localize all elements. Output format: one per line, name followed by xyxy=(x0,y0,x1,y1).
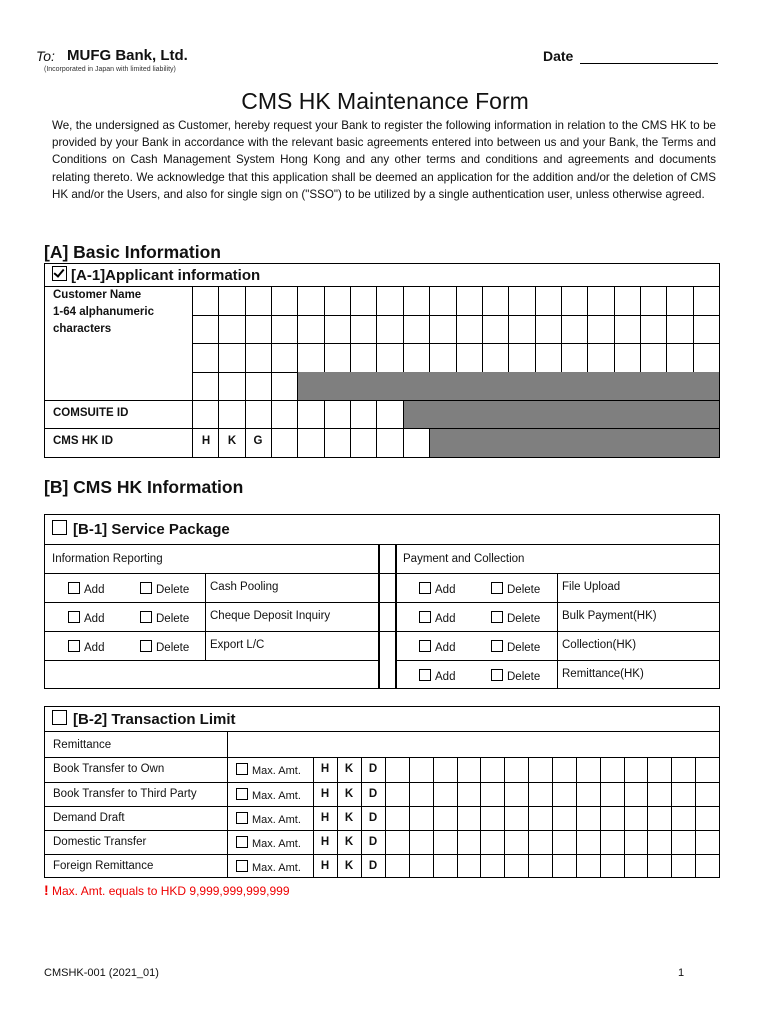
customer-name-note: 1-64 alphanumeric xyxy=(53,306,154,318)
hkd-letter: D xyxy=(368,812,378,824)
add-checkbox-icon[interactable] xyxy=(419,582,431,594)
limit-cell-line[interactable] xyxy=(480,830,481,854)
limit-cell-line[interactable] xyxy=(719,757,720,782)
limit-cell-line[interactable] xyxy=(528,830,529,854)
delete-option[interactable] xyxy=(491,582,540,596)
limit-cell-line[interactable] xyxy=(600,757,601,782)
add-option[interactable] xyxy=(68,640,104,654)
grid-cell-line[interactable] xyxy=(403,343,404,372)
cmshk-prefix-k: K xyxy=(227,435,237,447)
limit-cell-line[interactable] xyxy=(385,782,386,806)
add-label: Add xyxy=(84,584,105,596)
limit-cell-line[interactable] xyxy=(337,782,338,806)
delete-option[interactable] xyxy=(491,640,540,654)
limit-cell-line[interactable] xyxy=(409,782,410,806)
limit-cell-line[interactable] xyxy=(647,854,648,878)
limit-cell-line[interactable] xyxy=(528,782,529,806)
grid-cell-line[interactable] xyxy=(640,287,641,315)
limit-cell-line[interactable] xyxy=(504,854,505,878)
limit-cell-line[interactable] xyxy=(552,806,553,830)
limit-cell-line[interactable] xyxy=(457,854,458,878)
limit-row-line xyxy=(44,854,720,855)
add-option[interactable] xyxy=(419,669,455,683)
grid-cell-line[interactable] xyxy=(245,372,246,400)
add-checkbox-icon[interactable] xyxy=(419,640,431,652)
service-name: Remittance(HK) xyxy=(562,668,644,680)
grid-cell-line[interactable] xyxy=(693,343,694,372)
limit-cell-line[interactable] xyxy=(600,806,601,830)
limit-row-label: Book Transfer to Own xyxy=(53,763,165,775)
limit-cell-line[interactable] xyxy=(719,782,720,806)
limit-cell-line[interactable] xyxy=(361,830,362,854)
limit-cell-line[interactable] xyxy=(313,854,314,878)
grid-cell-line[interactable] xyxy=(535,315,536,343)
add-label: Add xyxy=(435,584,456,596)
grid-cell-line[interactable] xyxy=(218,287,219,315)
limit-cell-line[interactable] xyxy=(552,757,553,782)
limit-cell-line[interactable] xyxy=(385,806,386,830)
grid-cell-line[interactable] xyxy=(271,343,272,372)
max-amt-option[interactable] xyxy=(236,860,301,874)
grid-cell-line[interactable] xyxy=(350,343,351,372)
grid-cell-line[interactable] xyxy=(324,315,325,343)
b2-title: [B-2] Transaction Limit xyxy=(73,711,236,728)
limit-cell-line[interactable] xyxy=(457,806,458,830)
limit-cell-line[interactable] xyxy=(480,782,481,806)
max-amt-option[interactable] xyxy=(236,763,301,777)
grid-cell-line[interactable] xyxy=(693,315,694,343)
grid-cell-line[interactable] xyxy=(324,428,325,457)
grid-cell-line[interactable] xyxy=(403,315,404,343)
limit-row-line xyxy=(44,782,720,783)
hkd-letter: H xyxy=(320,860,330,872)
limit-cell-line[interactable] xyxy=(480,757,481,782)
delete-checkbox-icon[interactable] xyxy=(140,611,152,623)
limit-row-label: Book Transfer to Third Party xyxy=(53,788,197,800)
grid-cell-line[interactable] xyxy=(350,287,351,315)
grid-cell-line[interactable] xyxy=(666,343,667,372)
limit-cell-line[interactable] xyxy=(671,830,672,854)
date-label: Date xyxy=(543,48,574,64)
delete-option[interactable] xyxy=(140,582,189,596)
grid-cell-line[interactable] xyxy=(614,343,615,372)
grid-cell-line[interactable] xyxy=(429,315,430,343)
grid-cell-line[interactable] xyxy=(429,287,430,315)
grid-cell-line[interactable] xyxy=(297,315,298,343)
comsuite-id-label: COMSUITE ID xyxy=(53,407,129,419)
grid-cell-line[interactable] xyxy=(297,343,298,372)
limit-cell-line[interactable] xyxy=(457,782,458,806)
grid-cell-line[interactable] xyxy=(482,287,483,315)
limit-row-label: Foreign Remittance xyxy=(53,860,154,872)
delete-option[interactable] xyxy=(140,611,189,625)
service-name: Cash Pooling xyxy=(210,581,279,593)
hkd-letter: D xyxy=(368,836,378,848)
limit-cell-line[interactable] xyxy=(576,854,577,878)
limit-cell-line[interactable] xyxy=(433,830,434,854)
limit-cell-line[interactable] xyxy=(695,854,696,878)
grid-cell-line[interactable] xyxy=(245,315,246,343)
hkd-letter: D xyxy=(368,763,378,775)
limit-cell-line[interactable] xyxy=(552,782,553,806)
limit-cell-line[interactable] xyxy=(385,854,386,878)
max-amt-label: Max. Amt. xyxy=(252,765,301,777)
max-amt-checkbox-icon[interactable] xyxy=(236,860,248,872)
page-title: CMS HK Maintenance Form xyxy=(241,88,529,114)
grid-cell-line[interactable] xyxy=(271,315,272,343)
limit-cell-line[interactable] xyxy=(385,830,386,854)
limit-cell-line[interactable] xyxy=(600,854,601,878)
delete-checkbox-icon[interactable] xyxy=(491,611,503,623)
comsuite-shaded xyxy=(404,401,719,428)
customer-name-note-2: characters xyxy=(53,323,112,335)
name-grid-shaded xyxy=(298,372,719,400)
limit-cell-line[interactable] xyxy=(647,806,648,830)
limit-cell-line[interactable] xyxy=(695,806,696,830)
a1-header xyxy=(52,266,260,284)
hkd-letter: K xyxy=(344,836,354,848)
bank-name: MUFG Bank, Ltd. xyxy=(67,47,188,64)
limit-cell-line[interactable] xyxy=(624,757,625,782)
warning-note xyxy=(44,882,290,898)
limit-cell-line[interactable] xyxy=(504,806,505,830)
checked-checkbox-icon[interactable] xyxy=(52,266,67,281)
limit-cell-line[interactable] xyxy=(695,830,696,854)
max-amt-option[interactable] xyxy=(236,788,301,802)
delete-option[interactable] xyxy=(491,611,540,625)
max-amt-option[interactable] xyxy=(236,836,301,850)
limit-cell-line[interactable] xyxy=(480,854,481,878)
limit-cell-line[interactable] xyxy=(313,830,314,854)
limit-cell-line[interactable] xyxy=(695,757,696,782)
add-label: Add xyxy=(435,613,456,625)
grid-cell-line[interactable] xyxy=(482,343,483,372)
grid-cell-line[interactable] xyxy=(271,428,272,457)
intro-paragraph: We, the undersigned as Customer, hereby request your Bank to register the following information in relation to the CMS HK to be provided by your Bank in accordance with the relevant basic agreements entered into between us and your Bank, the Terms and Conditions on Cash Management System Hong Kong and any other terms and conditions and agreements and documents relating thereto. We acknowledge that this application shall be deemed an application for the addition and/or the deletion of CMS HK and/or the Users, and also for single sign on ("SSO") to be utilized by a single authentication user, unless otherwise agreed. xyxy=(52,119,716,201)
transaction-limit-checkbox[interactable] xyxy=(52,710,67,725)
grid-cell-line[interactable] xyxy=(245,343,246,372)
delete-checkbox-icon[interactable] xyxy=(140,582,152,594)
delete-label: Delete xyxy=(156,613,190,625)
grid-cell-line[interactable] xyxy=(508,287,509,315)
max-amt-checkbox-icon[interactable] xyxy=(236,763,248,775)
limit-cell-line[interactable] xyxy=(313,806,314,830)
grid-cell-line[interactable] xyxy=(561,343,562,372)
limit-cell-line[interactable] xyxy=(409,806,410,830)
grid-cell-line[interactable] xyxy=(456,287,457,315)
limit-cell-line[interactable] xyxy=(313,757,314,782)
limit-cell-line[interactable] xyxy=(695,782,696,806)
to-label: To: xyxy=(36,48,55,64)
limit-cell-line[interactable] xyxy=(433,854,434,878)
delete-option[interactable] xyxy=(140,640,189,654)
limit-cell-line[interactable] xyxy=(719,854,720,878)
limit-cell-line[interactable] xyxy=(361,757,362,782)
limit-cell-line[interactable] xyxy=(576,806,577,830)
grid-cell-line[interactable] xyxy=(640,343,641,372)
b1-title: [B-1] Service Package xyxy=(73,521,230,538)
limit-cell-line[interactable] xyxy=(576,830,577,854)
grid-cell-line[interactable] xyxy=(403,428,404,457)
grid-cell-line[interactable] xyxy=(350,315,351,343)
grid-cell-line[interactable] xyxy=(324,343,325,372)
limit-cell-line[interactable] xyxy=(576,757,577,782)
limit-cell-line[interactable] xyxy=(504,757,505,782)
service-name: File Upload xyxy=(562,581,621,593)
grid-cell-line[interactable] xyxy=(218,428,219,457)
limit-cell-line[interactable] xyxy=(624,854,625,878)
grid-cell-line[interactable] xyxy=(297,287,298,315)
hkd-letter: D xyxy=(368,860,378,872)
b2-header xyxy=(52,710,236,728)
grid-cell-line[interactable] xyxy=(218,343,219,372)
grid-cell-line[interactable] xyxy=(324,287,325,315)
grid-cell-line[interactable] xyxy=(666,315,667,343)
hkd-letter: K xyxy=(344,860,354,872)
hkd-letter: H xyxy=(320,763,330,775)
add-checkbox-icon[interactable] xyxy=(419,611,431,623)
cmshk-prefix-h: H xyxy=(201,435,211,447)
grid-cell-line[interactable] xyxy=(561,315,562,343)
hkd-letter: D xyxy=(368,788,378,800)
grid-cell-line[interactable] xyxy=(403,287,404,315)
cmshk-shaded xyxy=(429,429,719,457)
max-amt-label: Max. Amt. xyxy=(252,838,301,850)
max-amt-label: Max. Amt. xyxy=(252,814,301,826)
grid-cell-line[interactable] xyxy=(561,287,562,315)
add-label: Add xyxy=(84,613,105,625)
limit-cell-line[interactable] xyxy=(528,806,529,830)
grid-cell-line[interactable] xyxy=(376,428,377,457)
grid-cell-line[interactable] xyxy=(245,287,246,315)
section-b-title: [B] CMS HK Information xyxy=(44,477,244,497)
limit-cell-line[interactable] xyxy=(624,782,625,806)
limit-cell-line[interactable] xyxy=(337,806,338,830)
delete-checkbox-icon[interactable] xyxy=(140,640,152,652)
remittance-label: Remittance xyxy=(53,739,112,751)
grid-cell-line[interactable] xyxy=(456,315,457,343)
service-name: Export L/C xyxy=(210,639,265,651)
service-package-checkbox[interactable] xyxy=(52,520,67,535)
grid-cell-line[interactable] xyxy=(324,400,325,428)
limit-row-label: Demand Draft xyxy=(53,812,125,824)
limit-cell-line[interactable] xyxy=(647,782,648,806)
limit-cell-line[interactable] xyxy=(337,830,338,854)
customer-name-label: Customer Name xyxy=(53,289,142,301)
limit-cell-line[interactable] xyxy=(457,830,458,854)
grid-cell-line[interactable] xyxy=(587,315,588,343)
grid-cell-line[interactable] xyxy=(640,315,641,343)
limit-cell-line[interactable] xyxy=(671,782,672,806)
grid-cell-line[interactable] xyxy=(666,287,667,315)
limit-cell-line[interactable] xyxy=(361,854,362,878)
limit-cell-line[interactable] xyxy=(385,757,386,782)
limit-cell-line[interactable] xyxy=(552,854,553,878)
add-checkbox-icon[interactable] xyxy=(68,582,80,594)
grid-cell-line[interactable] xyxy=(693,287,694,315)
grid-cell-line[interactable] xyxy=(350,428,351,457)
hkd-letter: K xyxy=(344,763,354,775)
service-name: Collection(HK) xyxy=(562,639,637,651)
grid-cell-line[interactable] xyxy=(535,287,536,315)
limit-cell-line[interactable] xyxy=(576,782,577,806)
page-number: 1 xyxy=(678,967,685,979)
limit-cell-line[interactable] xyxy=(361,806,362,830)
grid-cell-line[interactable] xyxy=(403,400,404,428)
grid-cell-line[interactable] xyxy=(429,343,430,372)
limit-cell-line[interactable] xyxy=(337,757,338,782)
grid-cell-line[interactable] xyxy=(271,287,272,315)
grid-cell-line[interactable] xyxy=(508,343,509,372)
grid-cell-line[interactable] xyxy=(614,287,615,315)
grid-cell-line[interactable] xyxy=(376,287,377,315)
service-name: Bulk Payment(HK) xyxy=(562,610,657,622)
add-option[interactable] xyxy=(68,611,104,625)
add-label: Add xyxy=(84,642,105,654)
section-a-title: [A] Basic Information xyxy=(44,242,221,262)
delete-label: Delete xyxy=(507,613,541,625)
limit-cell-line[interactable] xyxy=(528,854,529,878)
grid-cell-line[interactable] xyxy=(614,315,615,343)
limit-cell-line[interactable] xyxy=(671,806,672,830)
limit-cell-line[interactable] xyxy=(313,782,314,806)
limit-cell-line[interactable] xyxy=(409,854,410,878)
limit-cell-line[interactable] xyxy=(504,830,505,854)
max-amt-checkbox-icon[interactable] xyxy=(236,836,248,848)
info-reporting-label: Information Reporting xyxy=(52,553,163,565)
delete-label: Delete xyxy=(507,671,541,683)
delete-label: Delete xyxy=(156,642,190,654)
limit-cell-line[interactable] xyxy=(480,806,481,830)
add-option[interactable] xyxy=(419,582,455,596)
limit-cell-line[interactable] xyxy=(624,806,625,830)
delete-label: Delete xyxy=(507,642,541,654)
add-checkbox-icon[interactable] xyxy=(419,669,431,681)
add-option[interactable] xyxy=(68,582,104,596)
limit-cell-line[interactable] xyxy=(433,782,434,806)
limit-cell-line[interactable] xyxy=(552,830,553,854)
limit-cell-line[interactable] xyxy=(337,854,338,878)
hkd-letter: H xyxy=(320,788,330,800)
limit-cell-line[interactable] xyxy=(457,757,458,782)
hkd-letter: H xyxy=(320,812,330,824)
grid-cell-line[interactable] xyxy=(587,287,588,315)
grid-cell-line[interactable] xyxy=(245,428,246,457)
service-name: Cheque Deposit Inquiry xyxy=(210,610,331,622)
max-amt-checkbox-icon[interactable] xyxy=(236,812,248,824)
grid-cell-line[interactable] xyxy=(350,400,351,428)
warning-text: Max. Amt. equals to HKD 9,999,999,999,999 xyxy=(52,884,290,898)
grid-cell-line[interactable] xyxy=(429,428,430,457)
limit-cell-line[interactable] xyxy=(647,830,648,854)
cmshk-prefix-g: G xyxy=(253,435,263,447)
limit-cell-line[interactable] xyxy=(361,782,362,806)
grid-cell-line[interactable] xyxy=(297,372,298,400)
date-field[interactable] xyxy=(580,63,718,64)
add-checkbox-icon[interactable] xyxy=(68,640,80,652)
delete-option[interactable] xyxy=(491,669,540,683)
add-option[interactable] xyxy=(419,640,455,654)
a1-title: [A-1]Applicant information xyxy=(71,267,261,284)
max-amt-label: Max. Amt. xyxy=(252,790,301,802)
limit-cell-line[interactable] xyxy=(528,757,529,782)
payment-collection-label: Payment and Collection xyxy=(403,553,525,565)
max-amt-option[interactable] xyxy=(236,812,301,826)
limit-cell-line[interactable] xyxy=(719,830,720,854)
delete-checkbox-icon[interactable] xyxy=(491,640,503,652)
grid-cell-line[interactable] xyxy=(245,400,246,428)
limit-cell-line[interactable] xyxy=(600,782,601,806)
grid-cell-line[interactable] xyxy=(482,315,483,343)
grid-cell-line[interactable] xyxy=(376,400,377,428)
delete-checkbox-icon[interactable] xyxy=(491,669,503,681)
max-amt-label: Max. Amt. xyxy=(252,862,301,874)
max-amt-checkbox-icon[interactable] xyxy=(236,788,248,800)
grid-cell-line[interactable] xyxy=(271,400,272,428)
delete-checkbox-icon[interactable] xyxy=(491,582,503,594)
limit-row-line xyxy=(44,806,720,807)
add-checkbox-icon[interactable] xyxy=(68,611,80,623)
warning-icon: ! xyxy=(44,882,49,898)
limit-cell-line[interactable] xyxy=(600,830,601,854)
limit-cell-line[interactable] xyxy=(409,830,410,854)
grid-cell-line[interactable] xyxy=(508,315,509,343)
delete-label: Delete xyxy=(507,584,541,596)
grid-cell-line[interactable] xyxy=(376,343,377,372)
cmshk-id-label: CMS HK ID xyxy=(53,435,114,447)
grid-cell-line[interactable] xyxy=(535,343,536,372)
limit-cell-line[interactable] xyxy=(504,782,505,806)
hkd-letter: K xyxy=(344,788,354,800)
limit-cell-line[interactable] xyxy=(433,757,434,782)
grid-cell-line[interactable] xyxy=(587,343,588,372)
grid-cell-line[interactable] xyxy=(297,400,298,428)
limit-cell-line[interactable] xyxy=(647,757,648,782)
limit-cell-line[interactable] xyxy=(671,854,672,878)
limit-cell-line[interactable] xyxy=(433,806,434,830)
add-option[interactable] xyxy=(419,611,455,625)
grid-cell-line[interactable] xyxy=(271,372,272,400)
grid-cell-line[interactable] xyxy=(297,428,298,457)
grid-cell-line[interactable] xyxy=(456,343,457,372)
limit-cell-line[interactable] xyxy=(409,757,410,782)
hkd-letter: H xyxy=(320,836,330,848)
delete-label: Delete xyxy=(156,584,190,596)
hkd-letter: K xyxy=(344,812,354,824)
limit-row-line xyxy=(44,830,720,831)
grid-cell-line[interactable] xyxy=(218,315,219,343)
add-label: Add xyxy=(435,671,456,683)
b1-header xyxy=(52,520,230,538)
limit-cell-line[interactable] xyxy=(624,830,625,854)
add-label: Add xyxy=(435,642,456,654)
grid-cell-line[interactable] xyxy=(218,400,219,428)
grid-cell-line[interactable] xyxy=(376,315,377,343)
form-code: CMSHK-001 (2021_01) xyxy=(44,967,159,979)
limit-cell-line[interactable] xyxy=(671,757,672,782)
limit-row-label: Domestic Transfer xyxy=(53,836,147,848)
grid-cell-line[interactable] xyxy=(218,372,219,400)
incorporation-note: (Incorporated in Japan with limited liability) xyxy=(44,66,176,73)
limit-cell-line[interactable] xyxy=(719,806,720,830)
